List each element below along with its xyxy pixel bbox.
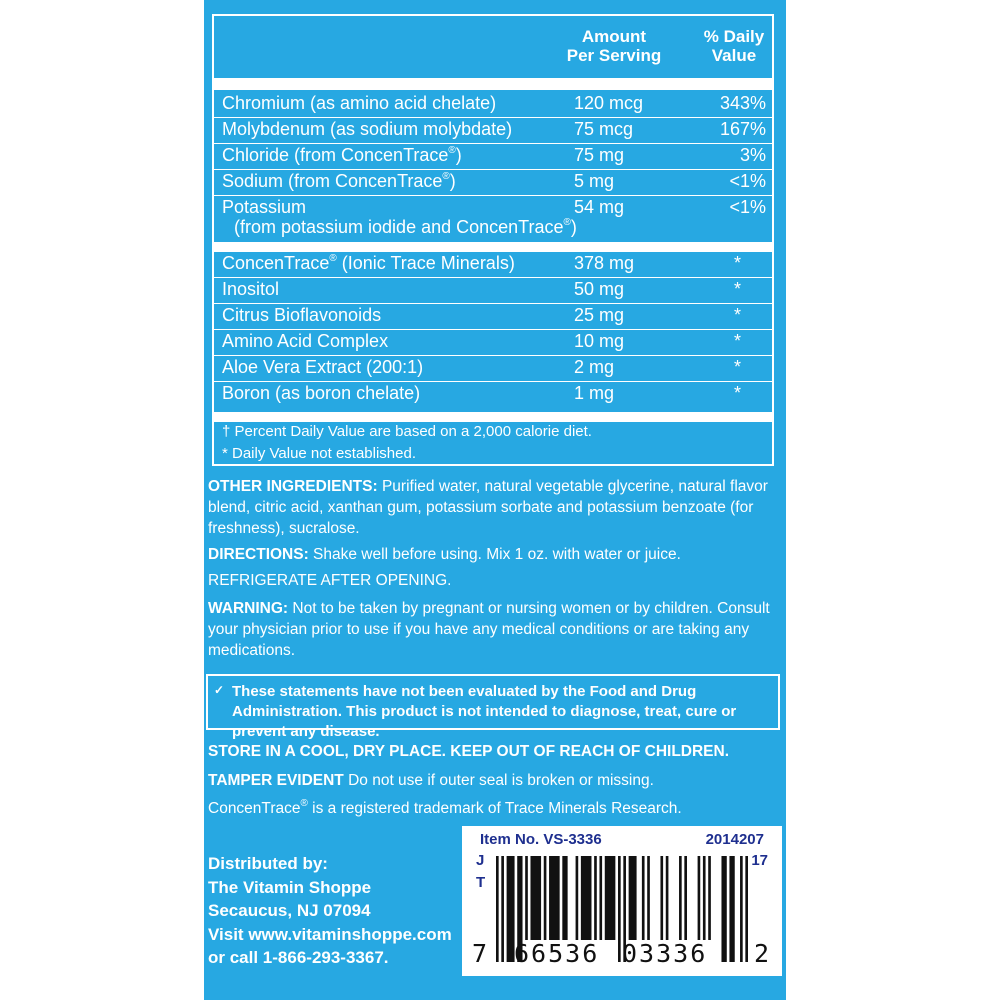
warning: WARNING: Not to be taken by pregnant or nursing women or by children. Consult your physician prior to use if you have any medical conditions or are taking any medications. bbox=[208, 600, 770, 659]
other-ingredients: OTHER INGREDIENTS: Purified water, natural vegetable glycerine, natural flavor blend, citric acid, xanthan gum, potassium sorbate and potassium benzoate (for freshness), sucralose. bbox=[208, 478, 768, 537]
barcode-bar bbox=[745, 856, 748, 962]
refrigerate-notice: REFRIGERATE AFTER OPENING. bbox=[208, 572, 452, 589]
barcode-bar bbox=[698, 856, 701, 940]
barcode-bar bbox=[679, 856, 682, 940]
barcode-label bbox=[462, 826, 782, 976]
barcode-bar bbox=[562, 856, 567, 940]
barcode-bar bbox=[708, 856, 711, 940]
barcode-bar bbox=[594, 856, 597, 940]
barcode-bar bbox=[599, 856, 602, 940]
code-17: 17 bbox=[751, 852, 768, 869]
barcode-bar bbox=[684, 856, 687, 940]
barcode-bar bbox=[581, 856, 592, 940]
supplement-facts-table: Amount Per Serving % Daily Value Chromium (as amino acid chelate) 120 mcg 343% Molybdenum (as sodium molybdate) 75 mcg 167% Chloride (from ConcenTrace®) 75 mg 3% Sodium (from ConcenTrace®) 5 mg <1% Potassium (from potassium iodide and ConcenTrace®) 54 mg <1% ConcenTrace® (Ionic Trace Minerals) 378 mg * Inositol 50 mg * Citrus Bioflavonoids 25 mg * Amino Acid Complex 10 mg * Aloe Vera Extract (200:1) 2 mg * Boron (as boron chelate) 1 mg * † Percent Daily Value are based on a 2,000 calorie diet. * Daily Value not established. bbox=[212, 14, 774, 466]
barcode-bar bbox=[576, 856, 579, 940]
barcode-bar bbox=[666, 856, 669, 940]
item-number: Item No. VS-3336 bbox=[480, 831, 602, 848]
barcode-bar bbox=[660, 856, 663, 940]
barcode-bar bbox=[703, 856, 706, 940]
storage-notice: STORE IN A COOL, DRY PLACE. KEEP OUT OF REACH OF CHILDREN. bbox=[208, 743, 730, 760]
barcode-bar bbox=[618, 856, 621, 962]
barcode-bar bbox=[530, 856, 541, 940]
barcode-bar bbox=[729, 856, 734, 962]
barcode-digit-last: 2 bbox=[754, 939, 770, 968]
lot-number: 2014207 bbox=[705, 831, 764, 848]
trademark-notice: ConcenTrace® is a registered trademark of Trace Minerals Research. bbox=[208, 797, 682, 817]
distributor-info: Distributed by: The Vitamin Shoppe Secaucus, NJ 07094 Visit www.vitaminshoppe.com or call 1-866-293-3367. bbox=[208, 854, 452, 967]
fda-disclaimer-box: ✓ These statements have not been evaluated by the Food and Drug Administration. This product is not intended to diagnose, treat, cure or prevent any disease. bbox=[206, 674, 780, 730]
thick-rule-top bbox=[214, 78, 772, 90]
barcode-bar bbox=[496, 856, 499, 962]
daily-value-header: % Daily Value bbox=[703, 27, 765, 65]
barcode-bar bbox=[501, 856, 504, 962]
check-icon: ✓ bbox=[214, 683, 225, 697]
barcode-bar bbox=[605, 856, 616, 940]
barcode-bar bbox=[740, 856, 743, 962]
barcode-bar bbox=[525, 856, 528, 940]
barcode-digit-first: 7 bbox=[472, 939, 488, 968]
footnote-not-established: * Daily Value not established. bbox=[222, 445, 417, 462]
barcode-bar bbox=[642, 856, 645, 940]
barcode-bar bbox=[629, 856, 637, 940]
code-j: J bbox=[476, 852, 485, 869]
thick-rule-bottom bbox=[214, 412, 772, 422]
amount-per-serving-header: Amount Per Serving bbox=[566, 27, 662, 65]
barcode-digits-right: 03336 bbox=[622, 939, 708, 968]
barcode-bar bbox=[544, 856, 547, 940]
tamper-evident: TAMPER EVIDENT Do not use if outer seal is broken or missing. bbox=[208, 772, 654, 789]
barcode-bar bbox=[647, 856, 650, 940]
thick-rule-middle bbox=[214, 242, 772, 252]
barcode-bar bbox=[721, 856, 726, 962]
footnote-daily-value: † Percent Daily Value are based on a 2,000 calorie diet. bbox=[222, 423, 592, 440]
row-divider bbox=[214, 277, 772, 278]
directions: DIRECTIONS: Shake well before using. Mix 1 oz. with water or juice. bbox=[208, 546, 681, 563]
code-t: T bbox=[476, 874, 486, 891]
barcode-bar bbox=[549, 856, 560, 940]
barcode-digits-left: 66536 bbox=[514, 939, 600, 968]
